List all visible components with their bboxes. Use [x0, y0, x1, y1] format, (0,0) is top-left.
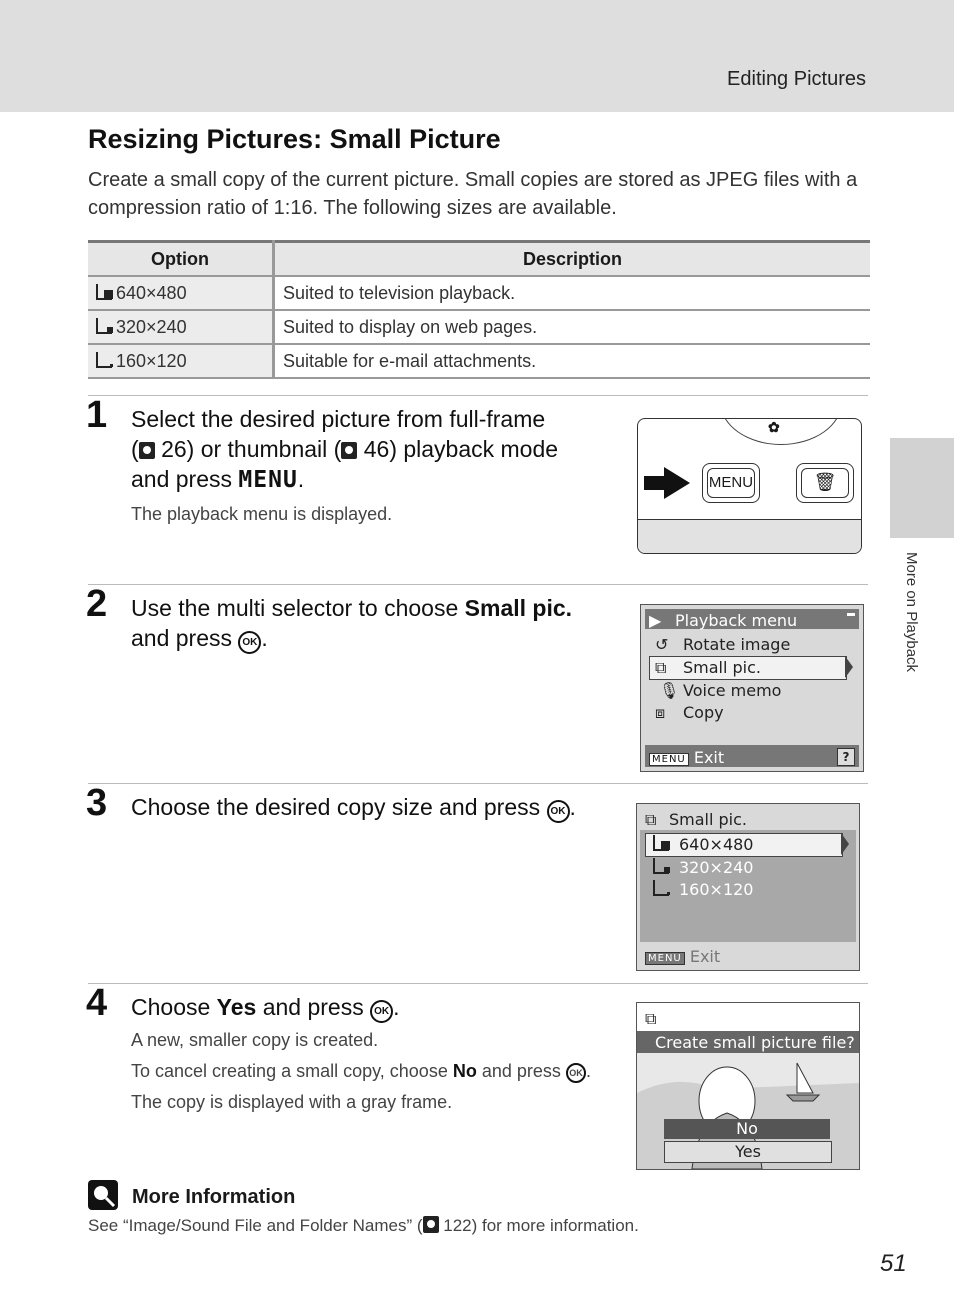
step-divider — [88, 983, 868, 984]
column-header-description: Description — [274, 242, 871, 277]
camera-back-illustration — [637, 418, 862, 554]
small-pic-screen — [636, 803, 860, 971]
size-640-icon — [653, 835, 673, 854]
option-value: 160×120 — [116, 350, 187, 371]
magnifier-note-icon — [88, 1180, 118, 1210]
step-4-text: Choose — [131, 994, 211, 1020]
size-320-icon — [653, 858, 673, 877]
menu-item[interactable]: Rotate image — [683, 635, 791, 654]
option-cell — [88, 310, 274, 344]
table-row — [88, 344, 870, 378]
note-text: and press — [481, 1061, 561, 1081]
step-4-note: To cancel creating a small copy, choose No and press OK . — [131, 1061, 591, 1081]
menu-button-glyph: MENU — [238, 467, 298, 493]
size-option-selected[interactable]: 640×480 — [679, 835, 754, 854]
step-2-bold: Small pic. — [464, 595, 573, 621]
menu-item[interactable]: Voice memo — [683, 681, 782, 700]
ok-button-icon: OK — [370, 1000, 393, 1023]
menu-item[interactable]: Copy — [683, 703, 724, 722]
note-text: To cancel creating a small copy, choose — [131, 1061, 448, 1081]
page-ref: 26 — [161, 436, 187, 462]
confirm-screen — [636, 1002, 860, 1170]
delete-button[interactable] — [796, 463, 854, 503]
step-divider — [88, 584, 868, 585]
size-160-icon — [96, 352, 112, 368]
description-cell: Suitable for e-mail attachments. — [274, 344, 871, 378]
no-word: No — [452, 1061, 477, 1081]
column-header-option: Option — [88, 242, 274, 277]
reference-icon — [423, 1216, 439, 1233]
camera-body-bottom — [638, 519, 861, 554]
option-value: 320×240 — [116, 316, 187, 337]
more-info-part: See “Image/Sound File and Folder Names” ( — [88, 1216, 423, 1235]
footer-menu-hint — [645, 947, 720, 966]
step-divider — [88, 783, 868, 784]
step-1-note: The playback menu is displayed. — [131, 504, 393, 524]
menu-key-icon: MENU — [649, 753, 689, 766]
side-tab — [890, 438, 954, 538]
rotate-icon: ↺ — [655, 635, 669, 654]
size-options-table — [88, 240, 870, 379]
more-info-title: More Information — [132, 1186, 296, 1208]
page-ref: 46 — [363, 436, 390, 462]
option-cell — [88, 276, 274, 310]
ok-button-icon: OK — [566, 1063, 586, 1083]
page-ref: 122 — [443, 1216, 472, 1235]
exit-label: Exit — [689, 947, 721, 966]
small-pic-icon: ⧉ — [645, 810, 657, 829]
size-160-icon — [653, 880, 673, 899]
playback-menu-screen — [640, 604, 864, 772]
step-1-text: ) or thumbnail ( — [186, 436, 342, 462]
step-4-note: The copy is displayed with a gray frame. — [131, 1092, 453, 1112]
option-yes[interactable]: Yes — [664, 1141, 832, 1163]
page-title: Resizing Pictures: Small Picture — [88, 124, 501, 154]
step-2-instruction: Use the multi selector to choose Small pic. and press OK . — [131, 593, 611, 654]
more-info-text — [88, 1216, 639, 1236]
step-number: 3 — [86, 782, 108, 824]
screen-title: Small pic. — [669, 810, 748, 829]
step-number: 2 — [86, 583, 108, 625]
exit-label: Exit — [693, 748, 725, 767]
step-4-bold: Yes — [216, 994, 257, 1020]
description-cell: Suited to television playback. — [274, 276, 871, 310]
selection-arrow — [845, 656, 853, 678]
page-header — [0, 0, 954, 112]
dial-arc — [720, 418, 842, 445]
confirm-question: Create small picture file? — [655, 1033, 855, 1052]
table-row — [88, 310, 870, 344]
step-2-text: Use the multi selector to choose — [131, 595, 459, 621]
step-1-text: and press — [131, 466, 233, 492]
side-tab-label: More on Playback — [903, 552, 920, 673]
step-4-note: A new, smaller copy is created. — [131, 1030, 379, 1050]
table-row — [88, 276, 870, 310]
small-pic-icon: ⧉ — [645, 1009, 657, 1028]
menu-button[interactable] — [702, 463, 760, 503]
step-1-text: Select the desired picture from full-frame — [131, 406, 546, 432]
play-icon: ▶ — [649, 611, 662, 630]
menu-title: Playback menu — [675, 611, 798, 630]
microphone-icon: 🎙 — [659, 681, 680, 700]
arrow-tail — [644, 476, 666, 490]
reference-icon — [341, 442, 357, 459]
menu-item-selected[interactable]: Small pic. — [683, 658, 762, 677]
size-640-icon — [96, 284, 112, 300]
ok-button-icon: OK — [238, 631, 261, 654]
step-divider — [88, 395, 868, 396]
step-4-instruction: Choose Yes and press OK . — [131, 992, 611, 1023]
menu-button-label: MENU — [707, 468, 755, 498]
more-info-part: ) for more information. — [471, 1216, 639, 1235]
step-number: 4 — [86, 982, 108, 1024]
step-1-text: ) playback mode — [389, 436, 559, 462]
description-cell: Suited to display on web pages. — [274, 310, 871, 344]
step-number: 1 — [86, 394, 108, 436]
arrow-icon — [664, 467, 690, 499]
scroll-indicator — [847, 613, 855, 616]
step-2-text: and press — [131, 625, 233, 651]
size-320-icon — [96, 318, 112, 334]
footer-menu-hint — [649, 748, 724, 767]
intro-text: Create a small copy of the current picture. Small copies are stored as JPEG files with a compression ratio of 1:16. The following sizes are available. — [88, 169, 858, 219]
copy-icon: ⧈ — [655, 703, 666, 722]
step-3-instruction: Choose the desired copy size and press OK . — [131, 792, 611, 823]
option-no-selected[interactable]: No — [664, 1119, 830, 1139]
size-option[interactable]: 160×120 — [679, 880, 754, 899]
trash-icon: 🗑 — [801, 468, 849, 498]
step-1-text: ( — [131, 436, 139, 462]
selection-arrow — [841, 833, 849, 855]
page-number: 51 — [880, 1250, 907, 1277]
menu-key-icon: MENU — [645, 952, 685, 965]
step-3-text: Choose the desired copy size and press — [131, 794, 541, 820]
section-title: Editing Pictures — [727, 68, 866, 90]
small-pic-icon: ⧉ — [655, 658, 667, 677]
help-icon[interactable]: ? — [837, 748, 855, 766]
size-option[interactable]: 320×240 — [679, 858, 754, 877]
step-1-instruction: Select the desired picture from full-frame ( 26) or thumbnail ( 46) playback mode and press MENU. — [131, 406, 559, 493]
table-header-row — [88, 242, 870, 277]
option-value: 640×480 — [116, 282, 187, 303]
reference-icon — [139, 442, 155, 459]
ok-button-icon: OK — [547, 800, 570, 823]
step-4-text: and press — [262, 994, 364, 1020]
option-cell — [88, 344, 274, 378]
macro-icon: ✿ — [768, 419, 780, 435]
